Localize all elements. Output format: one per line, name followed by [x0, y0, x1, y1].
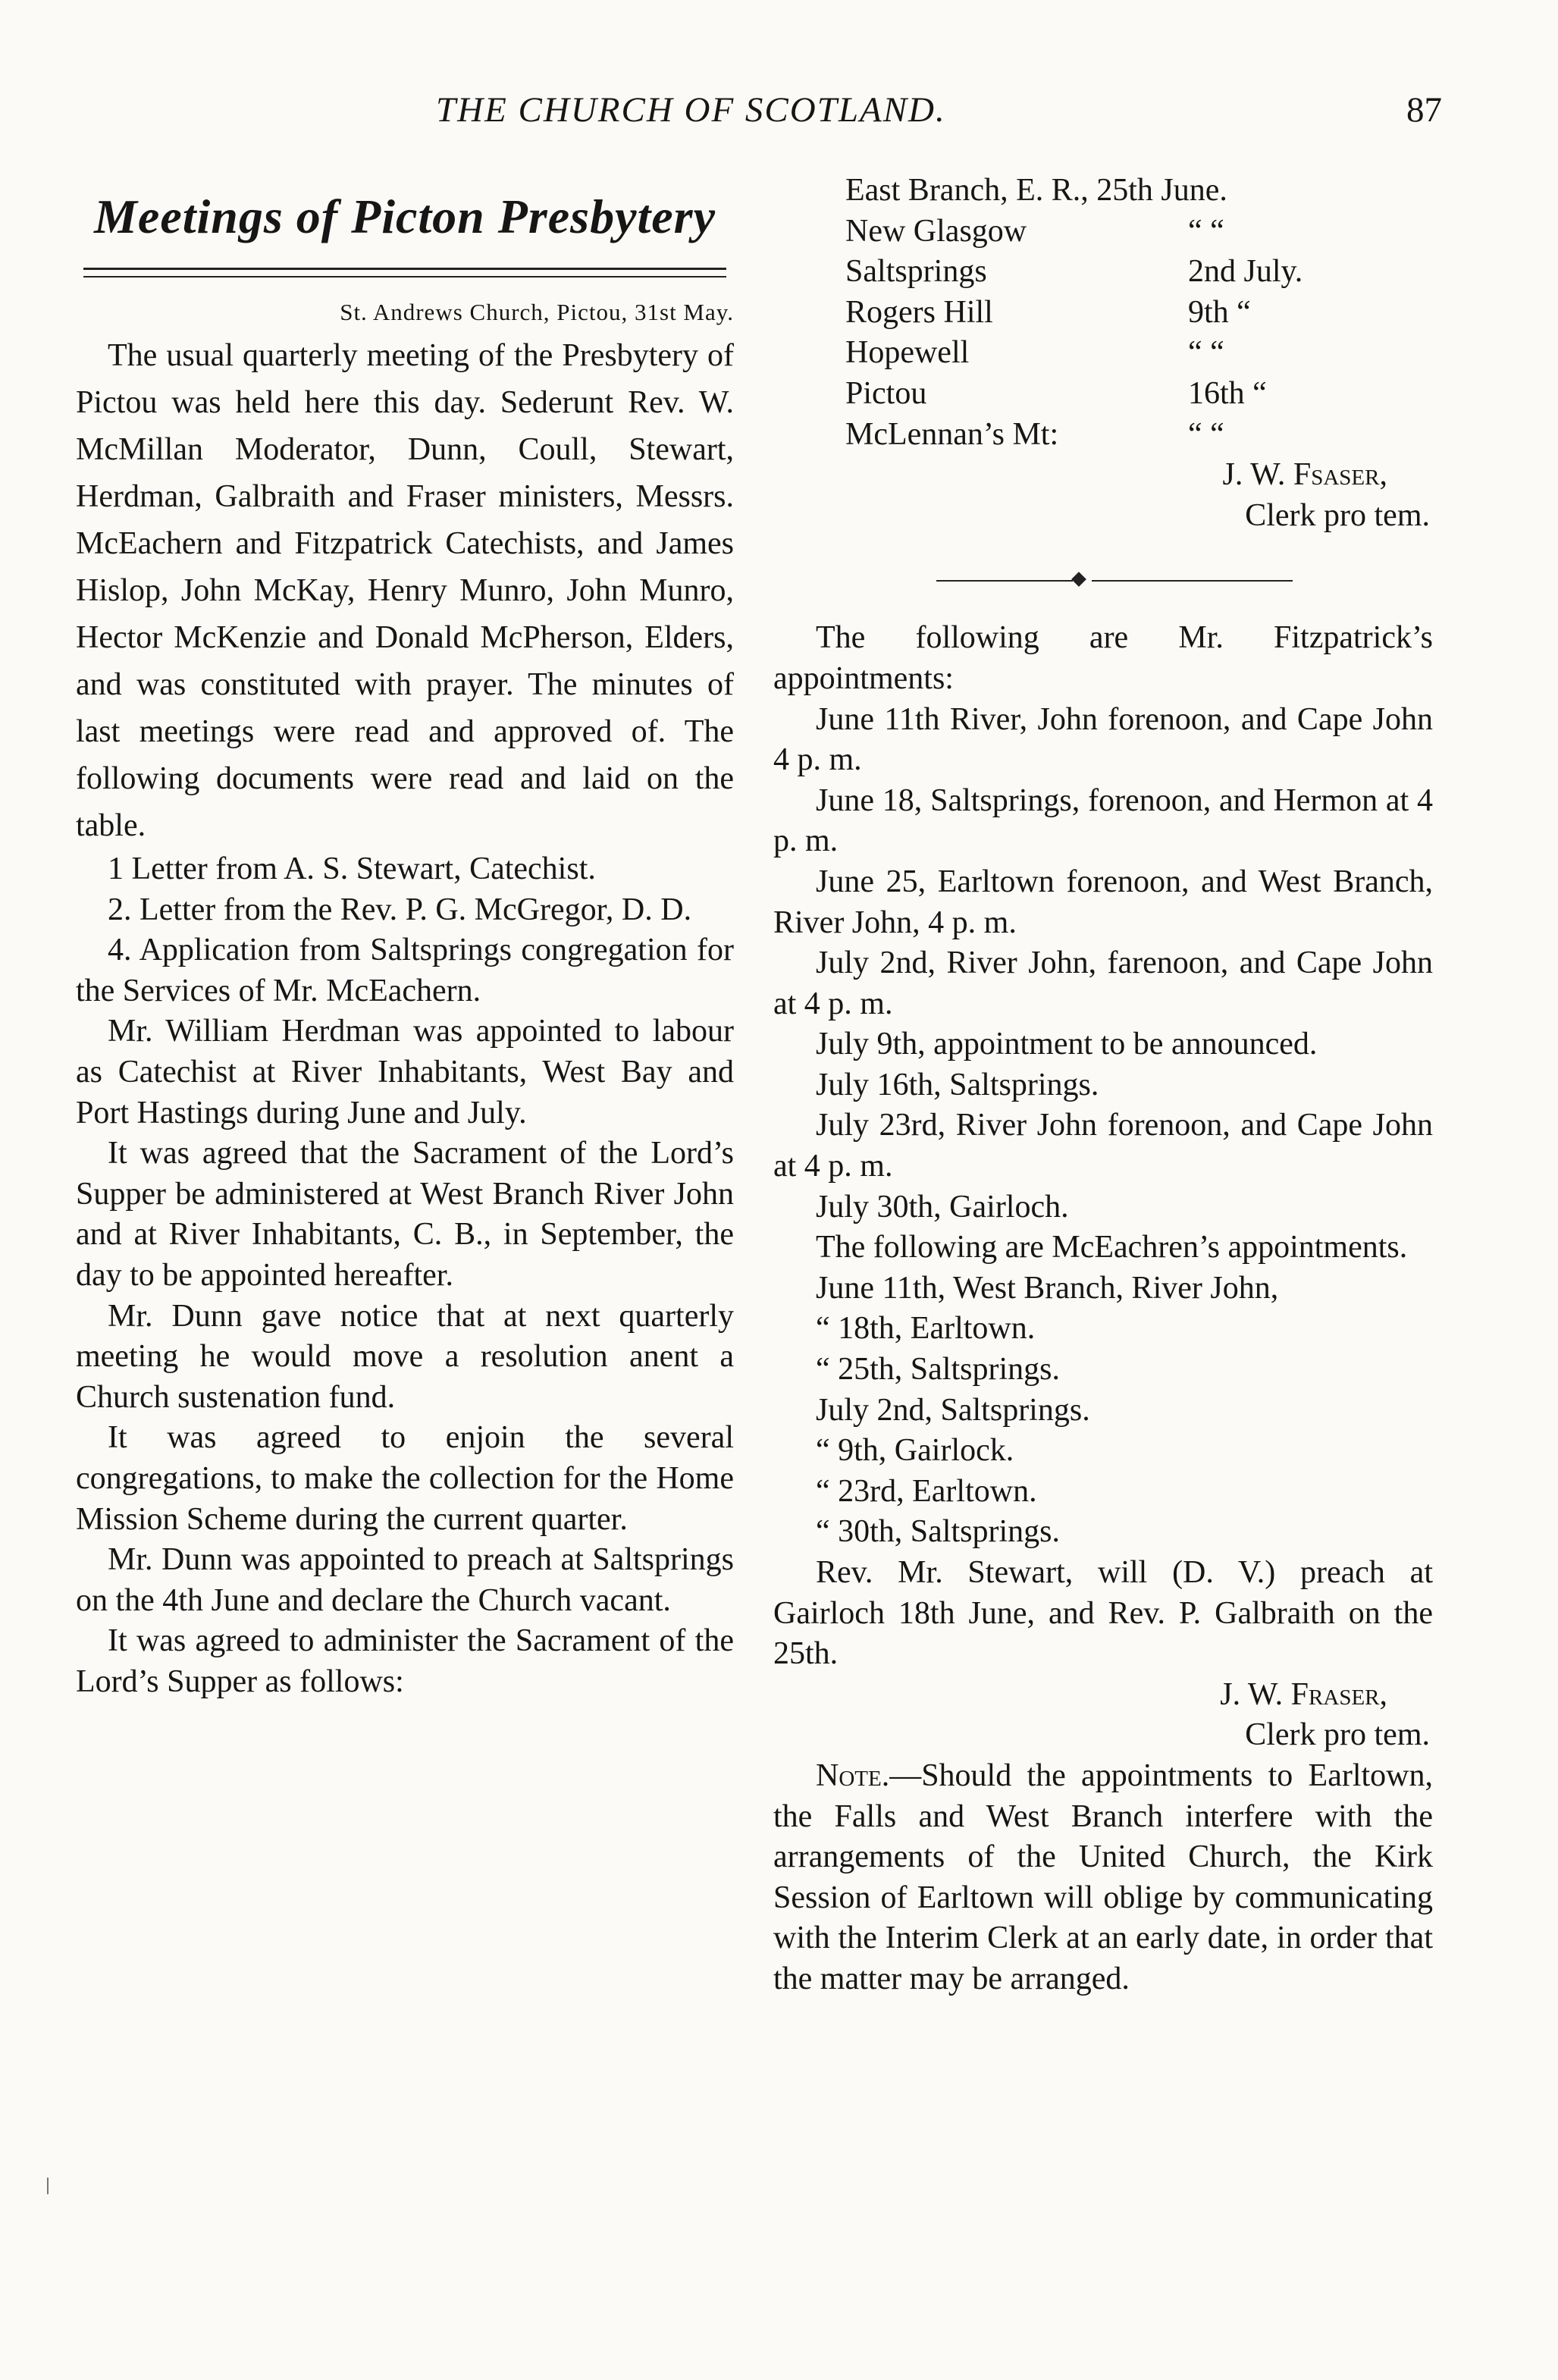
heading-rule	[83, 268, 726, 278]
paragraph-item-4: 4. Application from Saltsprings congregation for the Services of Mr. McEachern.	[76, 933, 734, 1008]
paragraph-herdman: Mr. William Herdman was appointed to labour as Catechist at River Inhabitants, West Bay and Port Hastings during June and July.	[76, 1014, 734, 1130]
running-title: THE CHURCH OF SCOTLAND.	[436, 90, 946, 130]
signature-name: J. W. Fraser,	[1220, 1676, 1387, 1712]
list-item: July 2nd, River John, farenoon, and Cape John at 4 p. m.	[773, 945, 1433, 1021]
list-item: June 11th River, John forenoon, and Cape John 4 p. m.	[773, 701, 1433, 778]
margin-mark	[47, 2178, 49, 2194]
schedule-place: Saltsprings	[845, 254, 987, 290]
list-item: July 2nd, Saltsprings.	[816, 1392, 1090, 1428]
divider-ornament-icon	[1071, 572, 1086, 587]
paragraph-sacrament: It was agreed that the Sacrament of the Lord’s Supper be administered at West Branch River John and at River Inhabitants, C. B., in September, the day to be appointed hereafter.	[76, 1136, 734, 1293]
schedule-row	[845, 293, 1433, 334]
section-divider	[773, 557, 1433, 603]
list-item: “ 23rd, Earltown.	[816, 1473, 1037, 1509]
fitzpatrick-appointments	[773, 618, 1433, 1268]
note-label: Note.	[816, 1758, 890, 1793]
list-item: June 25, Earltown forenoon, and West Branch, River John, 4 p. m.	[773, 864, 1433, 940]
list-item: July 9th, appointment to be announced.	[816, 1027, 1318, 1062]
schedule-place: McLennan’s Mt:	[845, 416, 1059, 452]
list-item: “ 25th, Saltsprings.	[816, 1352, 1060, 1388]
schedule-place: Hopewell	[845, 335, 970, 371]
paragraph-dunn: Mr. Dunn was appointed to preach at Saltsprings on the 4th June and declare the Church vacant.	[76, 1542, 734, 1618]
list-item: July 23rd, River John forenoon, and Cape John at 4 p. m.	[773, 1108, 1433, 1184]
paragraph-as-follows: It was agreed to administer the Sacrament of the Lord’s Supper as follows:	[76, 1623, 734, 1699]
paragraph-stewart: Rev. Mr. Stewart, will (D. V.) preach at Gairloch 18th June, and Rev. P. Galbraith on the 25th.	[773, 1555, 1433, 1672]
list-item: “ 18th, Earltown.	[816, 1311, 1036, 1347]
running-head	[0, 89, 1558, 143]
schedule-place: Rogers Hill	[845, 294, 993, 330]
signature-title: Clerk pro tem.	[1245, 497, 1430, 533]
paragraph-sederunt: The usual quarterly meeting of the Presbytery of Pictou was held here this day. Sederunt Rev. W. McMillan Moderator, Dunn, Coull, Stewart, Herdman, Galbraith and Fraser ministers, Messrs. McEachern and Fitzpatrick Catechists, and James Hislop, John McKay, Henry Munro, John Munro, Hector McKenzie and Donald McPherson, Elders, and was constituted with prayer. The minutes of last meetings were read and approved of. The following documents were read and laid on the table.	[76, 338, 734, 843]
schedule-date: 16th “	[1188, 375, 1267, 411]
list-item: June 11th, West Branch, River John,	[816, 1270, 1279, 1306]
paragraph-home-mission: It was agreed to enjoin the several congregations, to make the collection for the Home Mission Scheme during the current quarter.	[76, 1420, 734, 1537]
list-item: “ 9th, Gairlock.	[816, 1433, 1014, 1469]
schedule-place: East Branch, E. R., 25th June.	[845, 173, 1227, 208]
schedule-place: New Glasgow	[845, 213, 1027, 249]
left-column	[76, 171, 734, 1702]
schedule-row	[845, 333, 1433, 374]
list-item: “ 30th, Saltsprings.	[816, 1514, 1060, 1550]
schedule-row	[845, 415, 1433, 456]
mceachren-intro: The following are McEachren’s appointments.	[816, 1230, 1408, 1265]
mceachren-appointments	[773, 1268, 1433, 1553]
schedule-date: “ “	[1188, 213, 1224, 249]
schedule-date: 2nd July.	[1188, 254, 1303, 290]
paragraph-item-2: 2. Letter from the Rev. P. G. McGregor, D. D.	[108, 892, 692, 927]
paragraph-item-1: 1 Letter from A. S. Stewart, Catechist.	[108, 851, 596, 886]
fitzpatrick-intro: The following are Mr. Fitzpatrick’s appointments:	[773, 620, 1433, 696]
section-heading: Meetings of Picton Presbytery	[94, 190, 716, 243]
right-column	[773, 171, 1433, 2000]
schedule-row	[845, 171, 1433, 212]
schedule-date: “ “	[1188, 416, 1224, 452]
signature-title: Clerk pro tem.	[1245, 1717, 1430, 1753]
note-paragraph	[773, 1756, 1433, 2000]
sacrament-schedule	[845, 171, 1433, 455]
signature-block	[773, 455, 1430, 536]
schedule-date: “ “	[1188, 335, 1224, 371]
list-item: July 30th, Gairloch.	[816, 1189, 1069, 1224]
signature-name: J. W. Fsaser,	[1222, 457, 1387, 493]
schedule-place: Pictou	[845, 375, 927, 411]
schedule-date: 9th “	[1188, 294, 1251, 330]
schedule-row	[845, 212, 1433, 252]
page-number: 87	[1406, 90, 1442, 130]
schedule-row	[845, 252, 1433, 293]
schedule-row	[845, 374, 1433, 415]
list-item: June 18, Saltsprings, forenoon, and Hermon at 4 p. m.	[773, 782, 1433, 859]
note-text: —Should the appointments to Earltown, the Falls and West Branch interfere with the arrangements of the United Church, the Kirk Session of Earltown will oblige by communicating with the Interim Clerk at an early date, in order that the matter may be arranged.	[773, 1758, 1433, 1996]
dateline: St. Andrews Church, Pictou, 31st May.	[340, 299, 734, 325]
signature-block	[773, 1675, 1430, 1756]
paragraph-sustenation: Mr. Dunn gave notice that at next quarterly meeting he would move a resolution anent a Church sustenation fund.	[76, 1298, 734, 1415]
list-item: July 16th, Saltsprings.	[816, 1067, 1099, 1102]
